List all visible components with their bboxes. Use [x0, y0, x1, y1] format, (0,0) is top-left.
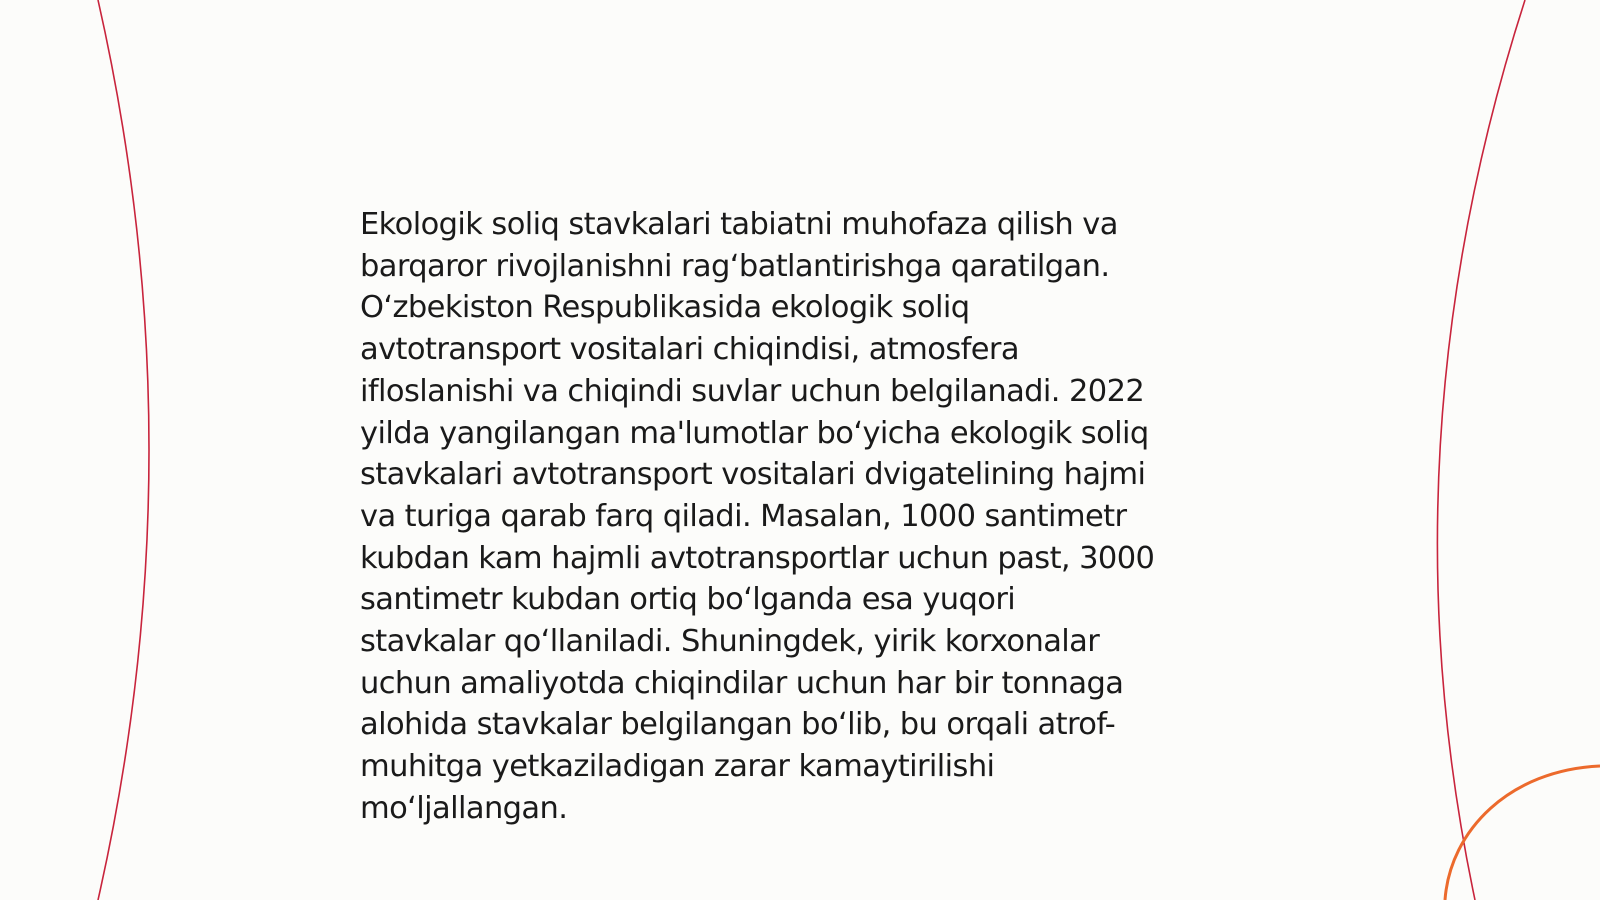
right-arc-decoration	[1437, 0, 1525, 900]
slide-body-text: Ekologik soliq stavkalari tabiatni muhofaza qilish va barqaror rivojlanishni ragʻbatlantirishga qaratilgan. Oʻzbekiston Respublikasida ekologik soliq avtotransport vositalari chiqindisi, atmosfera ifloslanishi va chiqindi suvlar uchun belgilanadi. 2022 yilda yangilangan ma'lumotlar boʻyicha ekologik soliq stavkalari avtotransport vositalari dvigatelining hajmi va turiga qarab farq qiladi. Masalan, 1000 santimetr kubdan kam hajmli avtotransportlar uchun past, 3000 santimetr kubdan ortiq boʻlganda esa yuqori stavkalar qoʻllaniladi. Shuningdek, yirik korxonalar uchun amaliyotda chiqindilar uchun har bir tonnaga alohida stavkalar belgilangan boʻlib, bu orqali atrof- muhitga yetkaziladigan zarar kamaytirilishi moʻljallangan.	[360, 207, 1155, 826]
left-arc-decoration	[98, 0, 149, 900]
corner-arc-decoration	[1445, 766, 1600, 900]
